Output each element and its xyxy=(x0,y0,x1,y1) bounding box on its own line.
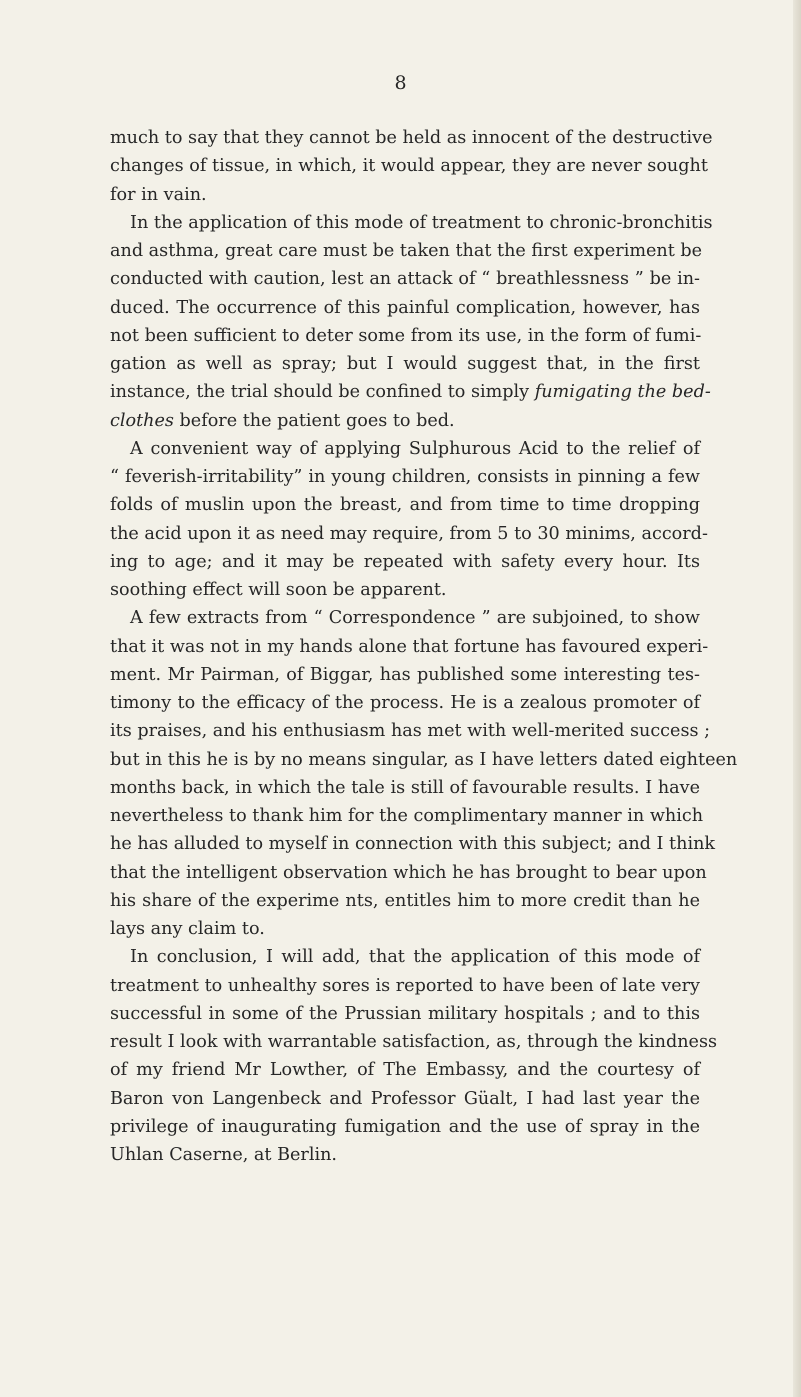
italic-text: clothes xyxy=(110,410,174,431)
text-line: duced. The occurrence of this painful complication, however, has xyxy=(110,297,700,318)
text-line: folds of muslin upon the breast, and from time to time dropping xyxy=(110,495,700,516)
text-line: ment. Mr Pairman, of Biggar, has published some interesting tes- xyxy=(110,664,700,685)
text-line: and asthma, great care must be taken that the first experiment be xyxy=(110,241,703,261)
text-line: ing to age; and it may be repeated with safety every hour. Its xyxy=(110,551,700,572)
text-line: gation as well as spray; but I would suggest that, in the first xyxy=(110,354,700,374)
text-segment: before the patient goes to bed. xyxy=(173,410,455,431)
italic-text: fumigating the bed- xyxy=(534,382,711,403)
text-line xyxy=(110,378,711,406)
text-line: months back, in which the tale is still of favourable results. I have xyxy=(110,777,700,798)
text-line: soothing effect will soon be apparent. xyxy=(110,580,447,600)
text-line: but in this he is by no means singular, as I have letters dated eighteen xyxy=(110,749,738,770)
text-line: that the intelligent observation which he has brought to bear upon xyxy=(110,862,707,883)
text-segment: instance, the trial should be confined to simply xyxy=(110,382,535,403)
text-line: timony to the efficacy of the process. He is a zealous promoter of xyxy=(110,693,700,713)
text-line: much to say that they cannot be held as innocent of the destructive xyxy=(110,128,713,148)
text-line: treatment to unhealthy sores is reported to have been of late very xyxy=(110,975,700,996)
body-text xyxy=(110,124,738,1169)
text-line: he has alluded to myself in connection with this subject; and I think xyxy=(110,834,716,855)
text-line: that it was not in my hands alone that fortune has favoured experi- xyxy=(110,636,709,657)
text-line: his share of the experime nts, entitles him to more credit than he xyxy=(110,890,700,911)
text-line: the acid upon it as need may require, from 5 to 30 minims, accord- xyxy=(110,523,708,544)
text-line: “ feverish-irritability” in young children, consists in pinning a few xyxy=(110,467,700,487)
text-line: Uhlan Caserne, at Berlin. xyxy=(110,1145,338,1165)
text-line: of my friend Mr Lowther, of The Embassy, and the courtesy of xyxy=(110,1060,700,1081)
page-number: 8 xyxy=(394,72,407,94)
text-line: changes of tissue, in which, it would appear, they are never sought xyxy=(110,156,708,177)
text-line: for in vain. xyxy=(110,184,207,205)
text-line: its praises, and his enthusiasm has met with well-merited success ; xyxy=(110,721,711,742)
text-line: result I look with warrantable satisfaction, as, through the kindness xyxy=(110,1032,718,1052)
text-line: In the application of this mode of treatment to chronic-bronchitis xyxy=(130,212,713,233)
text-line: not been sufficient to deter some from its use, in the form of fumi- xyxy=(110,325,702,346)
text-line xyxy=(110,407,700,435)
text-line: nevertheless to thank him for the complimentary manner in which xyxy=(110,806,704,826)
text-line: lays any claim to. xyxy=(110,919,265,939)
text-line: In conclusion, I will add, that the application of this mode of xyxy=(130,947,700,968)
text-line: privilege of inaugurating fumigation and the use of spray in the xyxy=(110,1116,700,1137)
text-line: conducted with caution, lest an attack of “ breathlessness ” be in- xyxy=(110,269,700,290)
text-line: A convenient way of applying Sulphurous Acid to the relief of xyxy=(130,438,700,459)
text-line: Baron von Langenbeck and Professor Güalt, I had last year the xyxy=(110,1088,700,1109)
text-line: successful in some of the Prussian military hospitals ; and to this xyxy=(110,1003,700,1024)
page-edge xyxy=(793,0,801,1397)
text-line: A few extracts from “ Correspondence ” are subjoined, to show xyxy=(130,608,700,629)
